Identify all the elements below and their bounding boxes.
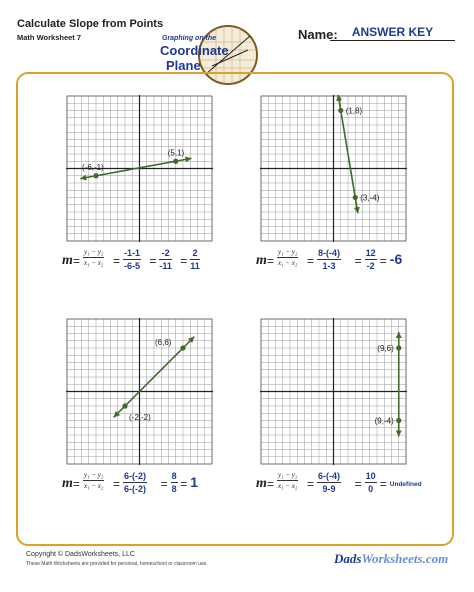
slope-formula-numerator: y₁ − y₂ <box>278 471 298 479</box>
slope-formula-denominator: x₁ − x₂ <box>278 259 298 267</box>
final-slope: -6 <box>389 251 403 267</box>
arrowhead-end <box>396 431 402 437</box>
equals-sign: = <box>113 254 121 268</box>
arrowhead-start <box>80 175 86 181</box>
equals-sign: = <box>267 254 275 268</box>
slope-formula <box>277 248 298 267</box>
simplified-fraction-denominator: 0 <box>368 484 374 494</box>
substituted-values-denominator: -6-5 <box>124 261 141 271</box>
equals-sign: = <box>267 477 275 491</box>
slope-equation-2 <box>256 248 446 278</box>
arrowhead-start <box>396 332 402 338</box>
plotted-point <box>396 345 401 350</box>
simplified-fraction-numerator: 12 <box>365 248 376 258</box>
simplified-fraction <box>171 471 178 494</box>
substituted-values <box>123 471 147 494</box>
slope-formula-denominator: x₁ − x₂ <box>84 259 104 267</box>
simplified-fraction-denominator: -2 <box>366 261 375 271</box>
equals-sign: = <box>379 254 387 268</box>
brand-part-1: Dads <box>334 551 362 566</box>
substituted-values-denominator: 9-9 <box>322 484 336 494</box>
simplified-fraction <box>159 248 172 271</box>
equals-sign: = <box>180 254 188 268</box>
dadsworksheets-logo <box>334 551 448 567</box>
simplified-fraction-numerator: 10 <box>365 471 376 481</box>
graph-4 <box>260 318 407 465</box>
final-slope-fraction-numerator: 2 <box>190 248 200 260</box>
substituted-values-numerator: -1-1 <box>124 248 141 258</box>
slope-formula-denominator: x₁ − x₂ <box>278 482 298 490</box>
plotted-point <box>93 173 98 178</box>
slope-formula-numerator: y₁ − y₂ <box>84 471 104 479</box>
slope-equation-3 <box>62 471 252 501</box>
logo-line-1: Graphing on the <box>162 35 217 42</box>
point-label: (3,-4) <box>360 193 380 203</box>
worksheet-title: Calculate Slope from Points <box>17 18 164 30</box>
substituted-values <box>317 248 341 271</box>
graph-1 <box>66 95 213 242</box>
final-slope: Undefined <box>389 481 422 488</box>
equals-sign: = <box>354 477 362 491</box>
final-slope-fraction <box>190 248 200 271</box>
slope-equation-4 <box>256 471 446 501</box>
simplified-fraction-denominator: -11 <box>159 261 172 271</box>
plotted-point <box>396 418 401 423</box>
equals-sign: = <box>149 254 157 268</box>
equals-sign: = <box>354 254 362 268</box>
slope-symbol: m <box>62 253 73 268</box>
equals-sign: = <box>73 254 81 268</box>
equals-sign: = <box>307 477 315 491</box>
simplified-fraction <box>365 248 377 271</box>
slope-formula <box>83 248 104 267</box>
slope-formula-denominator: x₁ − x₂ <box>84 482 104 490</box>
substituted-values-numerator: 6-(-4) <box>318 471 340 481</box>
point-label: (-6,-1) <box>82 162 104 172</box>
logo-line-2: Coordinate <box>160 43 229 58</box>
simplified-fraction-numerator: -2 <box>159 248 172 260</box>
substituted-values-denominator: 6-(-2) <box>124 484 146 494</box>
slope-symbol: m <box>256 253 267 268</box>
arrowhead-end <box>185 157 191 163</box>
graph-3 <box>66 318 213 465</box>
plotted-point <box>180 345 185 350</box>
equals-sign: = <box>160 477 168 491</box>
point-label: (9,-4) <box>374 416 394 426</box>
simplified-fraction-numerator: 8 <box>171 471 177 481</box>
equals-sign: = <box>379 477 387 491</box>
usage-note: These Math Worksheets are provided for personal, homeschool or classroom use. <box>26 561 208 567</box>
point-label: (6,6) <box>155 338 172 347</box>
plotted-point <box>122 403 127 408</box>
plotted-point <box>173 159 178 164</box>
substituted-values-denominator: 1-3 <box>322 261 336 271</box>
worksheet-subtitle: Math Worksheet 7 <box>17 33 82 42</box>
final-slope: 1 <box>190 474 198 490</box>
substituted-values <box>317 471 341 494</box>
name-label: Name: <box>298 27 338 42</box>
slope-equation-1 <box>62 248 252 278</box>
point-label: (1,8) <box>345 106 363 116</box>
copyright-text: Copyright © DadsWorksheets, LLC <box>26 551 135 558</box>
arrowhead-end <box>354 207 360 213</box>
equals-sign: = <box>113 477 121 491</box>
final-slope-fraction-denominator: 11 <box>190 261 200 271</box>
point-label: (-2,-2) <box>129 413 151 422</box>
plotted-point <box>353 195 358 200</box>
slope-formula <box>277 471 298 490</box>
slope-formula-numerator: y₁ − y₂ <box>278 248 298 256</box>
slope-formula <box>83 471 104 490</box>
simplified-fraction <box>365 471 377 494</box>
slope-symbol: m <box>256 476 267 491</box>
simplified-fraction-denominator: 8 <box>171 484 177 494</box>
brand-part-2: Worksheets.com <box>361 551 449 566</box>
answer-key-field: ANSWER KEY <box>330 25 455 41</box>
equals-sign: = <box>180 477 188 491</box>
logo-line-3: Plane <box>166 58 201 73</box>
plotted-point <box>338 108 343 113</box>
equals-sign: = <box>73 477 81 491</box>
point-label: (5,1) <box>167 148 185 158</box>
slope-symbol: m <box>62 476 73 491</box>
substituted-values-numerator: 8-(-4) <box>318 248 340 258</box>
point-label: (9,6) <box>377 344 394 353</box>
substituted-values <box>123 248 141 271</box>
graph-2 <box>260 95 407 242</box>
slope-formula-numerator: y₁ − y₂ <box>84 248 104 256</box>
equals-sign: = <box>307 254 315 268</box>
substituted-values-numerator: 6-(-2) <box>124 471 146 481</box>
